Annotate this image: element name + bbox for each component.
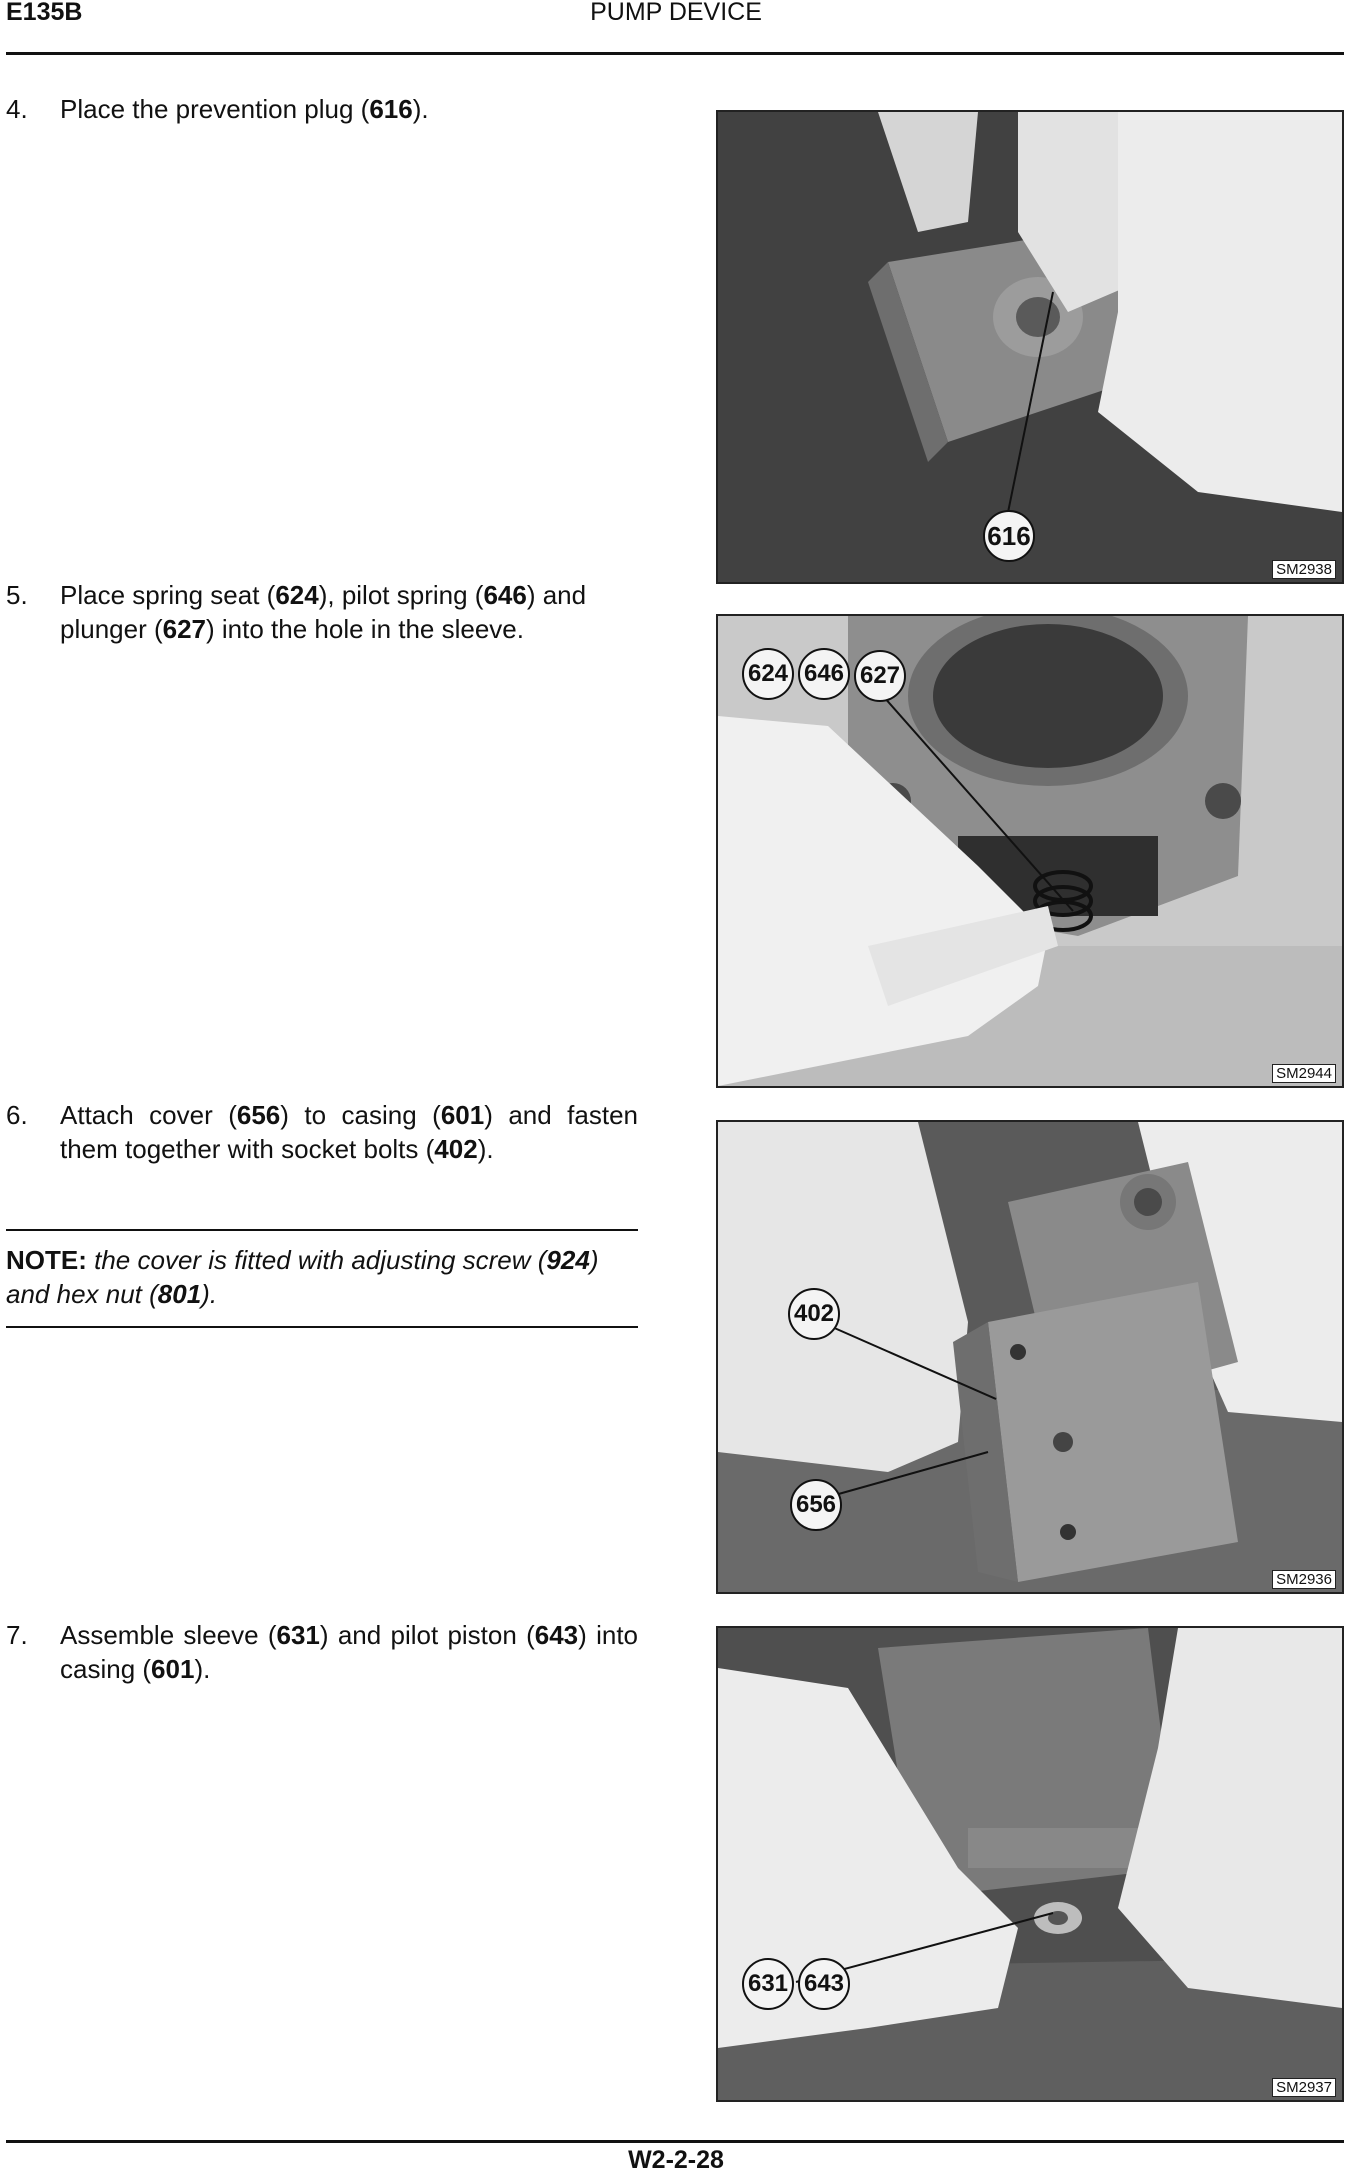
figure-sm2937 (716, 1626, 1344, 2102)
figure-code: SM2938 (1272, 560, 1336, 579)
step-7 (6, 1618, 638, 1686)
step-number: 6. (6, 1100, 28, 1130)
note-top-rule (6, 1229, 638, 1231)
figure-sm2938 (716, 110, 1344, 584)
step-5 (6, 578, 638, 646)
document-model: E135B (6, 0, 83, 26)
step-text: Attach cover (656) to casing (601) and fasten them together with socket bolts (402). (60, 1100, 638, 1164)
callout-643: 643 (798, 1958, 850, 2010)
photo-plug-install (718, 112, 1342, 582)
note-bottom-rule (6, 1326, 638, 1328)
figure-code: SM2937 (1272, 2078, 1336, 2097)
step-6 (6, 1098, 638, 1166)
callout-656: 656 (790, 1479, 842, 1531)
page-number: W2-2-28 (628, 2146, 724, 2174)
step-number: 5. (6, 580, 28, 610)
step-text: Place the prevention plug (616). (60, 94, 429, 124)
note-label: NOTE: (6, 1245, 87, 1275)
header-rule (6, 52, 1344, 55)
photo-sleeve-assemble (718, 1628, 1342, 2100)
callout-627: 627 (854, 650, 906, 702)
callout-646: 646 (798, 648, 850, 700)
step-4 (6, 92, 638, 126)
figure-code: SM2944 (1272, 1064, 1336, 1083)
figure-sm2944 (716, 614, 1344, 1088)
callout-631: 631 (742, 1958, 794, 2010)
step-number: 7. (6, 1620, 28, 1650)
footer-rule (6, 2140, 1344, 2143)
callout-624: 624 (742, 648, 794, 700)
callout-616: 616 (983, 510, 1035, 562)
step-number: 4. (6, 94, 28, 124)
figure-sm2936 (716, 1120, 1344, 1594)
figure-code: SM2936 (1272, 1570, 1336, 1589)
section-title: PUMP DEVICE (590, 0, 762, 26)
note: NOTE: the cover is fitted with adjusting screw (924) and hex nut (801). (6, 1245, 599, 1309)
callout-402: 402 (788, 1288, 840, 1340)
step-text: Assemble sleeve (631) and pilot piston (643) into casing (601). (60, 1620, 639, 1684)
step-text: Place spring seat (624), pilot spring (646) and plunger (627) into the hole in the sleeve. (60, 580, 587, 644)
